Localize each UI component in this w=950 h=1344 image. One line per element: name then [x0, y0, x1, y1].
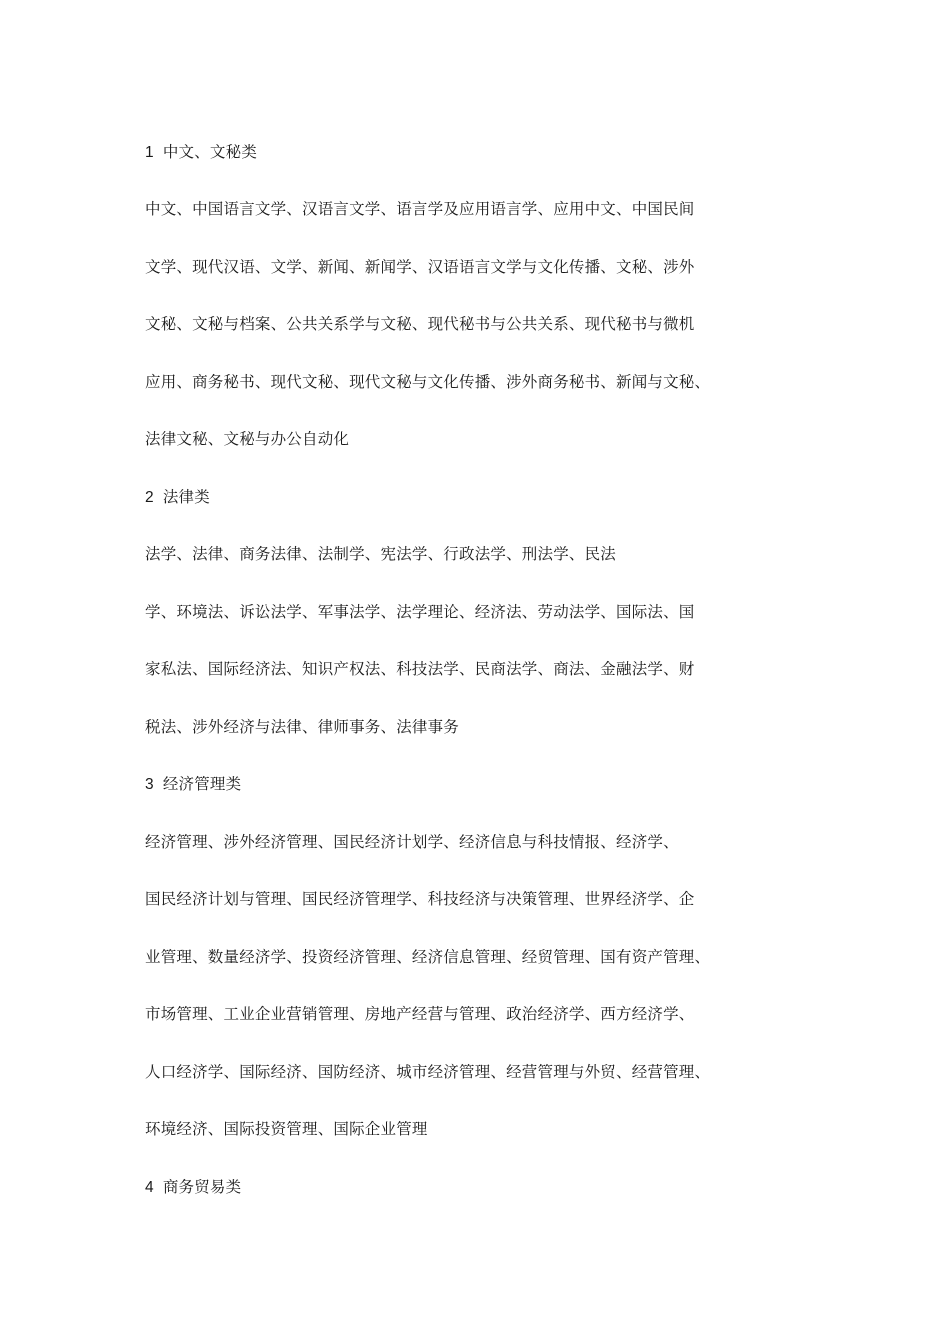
text-line: 经济管理、涉外经济管理、国民经济计划学、经济信息与科技情报、经济学、: [145, 833, 679, 851]
text-line: 中文、中国语言文学、汉语言文学、语言学及应用语言学、应用中文、中国民间: [145, 200, 695, 218]
text-line: 业管理、数量经济学、投资经济管理、经济信息管理、经贸管理、国有资产管理、: [145, 948, 711, 966]
text-line: 环境经济、国际投资管理、国际企业管理: [145, 1120, 428, 1138]
text-line: 应用、商务秘书、现代文秘、现代文秘与文化传播、涉外商务秘书、新闻与文秘、: [145, 373, 711, 391]
section-heading-4: [145, 1177, 241, 1198]
text-line: 家私法、国际经济法、知识产权法、科技法学、民商法学、商法、金融法学、财: [145, 660, 695, 678]
text-line: 人口经济学、国际经济、国防经济、城市经济管理、经营管理与外贸、经营管理、: [145, 1063, 711, 1081]
text-line: 文秘、文秘与档案、公共关系学与文秘、现代秘书与公共关系、现代秘书与微机: [145, 315, 695, 333]
section-number: 1: [145, 144, 154, 161]
section-title: 商务贸易类: [162, 1178, 242, 1196]
section-title: 经济管理类: [162, 775, 242, 793]
section-heading-2: [145, 487, 210, 508]
section-number: 4: [145, 1179, 154, 1196]
section-heading-1: [145, 142, 257, 163]
section-title: 法律类: [162, 488, 210, 506]
text-line: 学、环境法、诉讼法学、军事法学、法学理论、经济法、劳动法学、国际法、国: [145, 603, 695, 621]
section-number: 3: [145, 776, 154, 793]
text-line: 税法、涉外经济与法律、律师事务、法律事务: [145, 718, 460, 736]
text-line: 法律文秘、文秘与办公自动化: [145, 430, 350, 448]
text-line: 法学、法律、商务法律、法制学、宪法学、行政法学、刑法学、民法: [145, 545, 617, 563]
text-line: 国民经济计划与管理、国民经济管理学、科技经济与决策管理、世界经济学、企: [145, 890, 695, 908]
section-title: 中文、文秘类: [162, 143, 258, 161]
section-heading-3: [145, 774, 241, 795]
text-line: 市场管理、工业企业营销管理、房地产经营与管理、政治经济学、西方经济学、: [145, 1005, 695, 1023]
section-number: 2: [145, 489, 154, 506]
text-line: 文学、现代汉语、文学、新闻、新闻学、汉语语言文学与文化传播、文秘、涉外: [145, 258, 695, 276]
